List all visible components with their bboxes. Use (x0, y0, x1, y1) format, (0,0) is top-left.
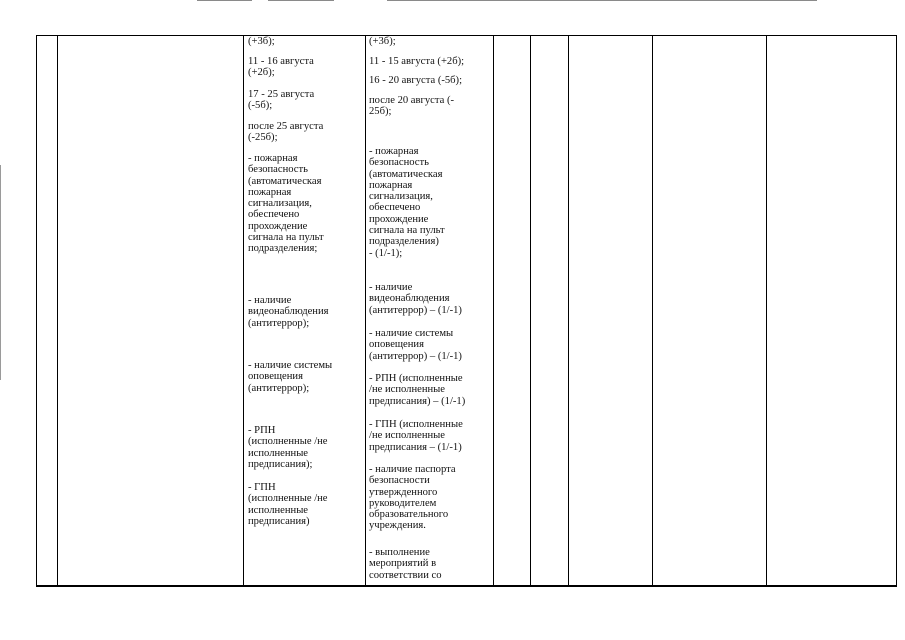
cell-entry: - наличие видеонаблюдения (антитеррор); (248, 295, 329, 329)
cell-entry: - пожарная безопасность (автоматическая пожарная сигнализация, обеспечено прохождение сигнала на пульт подразделения; (248, 153, 324, 255)
col-divider-0 (36, 35, 37, 586)
cell-entry: - выполнение мероприятий в соответствии со (369, 547, 442, 581)
col-divider-1 (57, 35, 58, 586)
cell-entry: - наличие паспорта безопасности утвержденного руководителем образовательного учреждения. (369, 464, 456, 532)
cell-entry: - наличие системы оповещения (антитеррор) – (1/-1) (369, 328, 462, 362)
scan-artifact-top-2 (268, 0, 334, 1)
cell-entry: 11 - 16 августа (+2б); (248, 56, 314, 79)
cell-entry: - ГПН (исполненные /не исполненные предписания) (248, 482, 328, 527)
col-divider-4 (493, 35, 494, 586)
scan-artifact-left-edge (0, 165, 1, 380)
col-divider-2 (243, 35, 244, 586)
cell-entry: 17 - 25 августа (-5б); (248, 89, 315, 112)
cell-entry: - РПН (исполненные /не исполненные предписания); (248, 425, 328, 470)
table-bottom-border (36, 585, 897, 587)
cell-entry: 16 - 20 августа (-5б); (369, 75, 463, 86)
col-divider-9 (896, 35, 897, 586)
cell-entry: после 20 августа (- 25б); (369, 95, 455, 118)
cell-entry: - пожарная безопасность (автоматическая пожарная сигнализация, обеспечено прохождение сигнала на пульт подразделения) - (1/-1); (369, 146, 445, 259)
cell-entry: - ГПН (исполненные /не исполненные предписания – (1/-1) (369, 419, 463, 453)
scan-artifact-top-3 (387, 0, 817, 1)
cell-entry: (+3б); (369, 36, 396, 47)
table-cell-col4 (369, 36, 493, 585)
cell-entry: - наличие системы оповещения (антитеррор); (248, 360, 333, 394)
cell-entry: после 25 августа (-25б); (248, 121, 324, 144)
col-divider-8 (766, 35, 767, 586)
col-divider-6 (568, 35, 569, 586)
cell-entry: (+3б); (248, 36, 275, 47)
table-cell-col3 (248, 36, 366, 585)
col-divider-7 (652, 35, 653, 586)
col-divider-5 (530, 35, 531, 586)
cell-entry: - наличие видеонаблюдения (антитеррор) – (1/-1) (369, 282, 462, 316)
scan-artifact-top-1 (197, 0, 252, 1)
cell-entry: 11 - 15 августа (+2б); (369, 56, 465, 67)
cell-entry: - РПН (исполненные /не исполненные предписания) – (1/-1) (369, 373, 466, 407)
